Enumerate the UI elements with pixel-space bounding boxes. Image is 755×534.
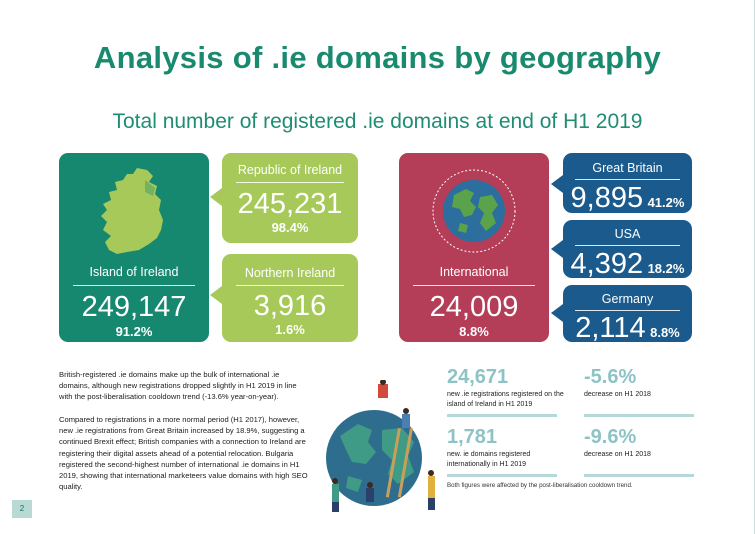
stat-island-change-label: decrease on H1 2018: [584, 391, 651, 398]
usa-card: [563, 220, 692, 278]
germany-value: 2,114: [575, 312, 646, 344]
stat-international-change-label: decrease on H1 2018: [584, 451, 651, 458]
island-of-ireland-card: [59, 153, 209, 342]
germany-label: Germany: [601, 292, 654, 306]
page-number: 2: [12, 500, 32, 518]
northern-ireland-card: [222, 254, 358, 342]
stat-international-new-registrations: 1,781: [447, 426, 498, 448]
germany-card: [563, 285, 692, 342]
stat-island-change: -5.6%: [584, 366, 637, 388]
usa-value: 4,392: [570, 248, 644, 280]
gb-label: Great Britain: [592, 161, 663, 175]
international-percent: 8.8%: [459, 324, 489, 339]
international-value: 24,009: [429, 291, 519, 323]
stat-international-new-registrations-label: new. ie domains registered internationally in H1 2019: [447, 451, 531, 468]
gb-divider: [575, 179, 680, 180]
ni-percent: 1.6%: [275, 322, 305, 337]
international-divider: [413, 285, 535, 286]
stat-island-new-registrations-label: new .ie registrations registered on the island of Ireland in H1 2019: [447, 391, 564, 408]
globe-people-illustration: [318, 380, 444, 514]
island-percent: 91.2%: [115, 324, 153, 339]
island-label: Island of Ireland: [89, 265, 179, 279]
germany-percent: 8.8%: [650, 325, 680, 340]
ni-divider: [236, 285, 344, 286]
gb-percent: 41.2%: [647, 195, 685, 210]
usa-pointer: [551, 240, 563, 258]
footnote: Both figures were affected by the post-liberalisation cooldown trend.: [447, 482, 633, 489]
usa-label: USA: [614, 227, 641, 241]
paragraph-1: British-registered .ie domains make up the bulk of international .ie domains, although new registrations dropped slightly in H1 2019 in line with the post-liberalisation cooldown trend (-13.6% year-on-year).: [59, 370, 297, 402]
roi-divider: [236, 182, 344, 183]
ni-value: 3,916: [253, 290, 327, 322]
stat-international-change: -9.6%: [584, 426, 637, 448]
roi-value: 245,231: [237, 188, 343, 220]
international-label: International: [439, 265, 509, 279]
gb-pointer: [551, 175, 563, 193]
usa-percent: 18.2%: [647, 261, 685, 276]
ni-label: Northern Ireland: [244, 266, 336, 280]
paragraph-2: Compared to registrations in a more normal period (H1 2017), however, new .ie registrations from Great Britain increased by 18.9%, suggesting a continued Brexit effect; British companies with a connection to Ireland are registering their digital assets ahead of a potential relocation. Bulgaria registered the second-highest number of international .ie domains in H1 2019, showing that international marketeers value domains with high SEO quality.: [59, 415, 308, 492]
gb-values: [563, 183, 692, 213]
stat-divider-4: [584, 474, 694, 477]
stat-island-new-registrations: 24,671: [447, 366, 509, 388]
page-subtitle: Total number of registered .ie domains at end of H1 2019: [112, 110, 643, 133]
germany-pointer: [551, 304, 563, 322]
great-britain-card: [563, 153, 692, 213]
ireland-map-icon: [97, 166, 169, 258]
international-card: [399, 153, 549, 342]
page-title: Analysis of .ie domains by geography: [93, 40, 662, 75]
stat-divider-1: [447, 414, 557, 417]
germany-values: [563, 313, 692, 343]
island-divider: [73, 285, 195, 286]
republic-of-ireland-card: [222, 153, 358, 243]
gb-value: 9,895: [570, 182, 644, 214]
stat-divider-3: [447, 474, 557, 477]
roi-pointer: [210, 188, 222, 206]
ni-pointer: [210, 286, 222, 304]
usa-values: [563, 249, 692, 279]
globe-icon: [430, 167, 518, 255]
germany-divider: [575, 310, 680, 311]
usa-divider: [575, 245, 680, 246]
stat-divider-2: [584, 414, 694, 417]
roi-percent: 98.4%: [271, 220, 309, 235]
roi-label: Republic of Ireland: [237, 163, 343, 177]
island-value: 249,147: [81, 291, 187, 323]
